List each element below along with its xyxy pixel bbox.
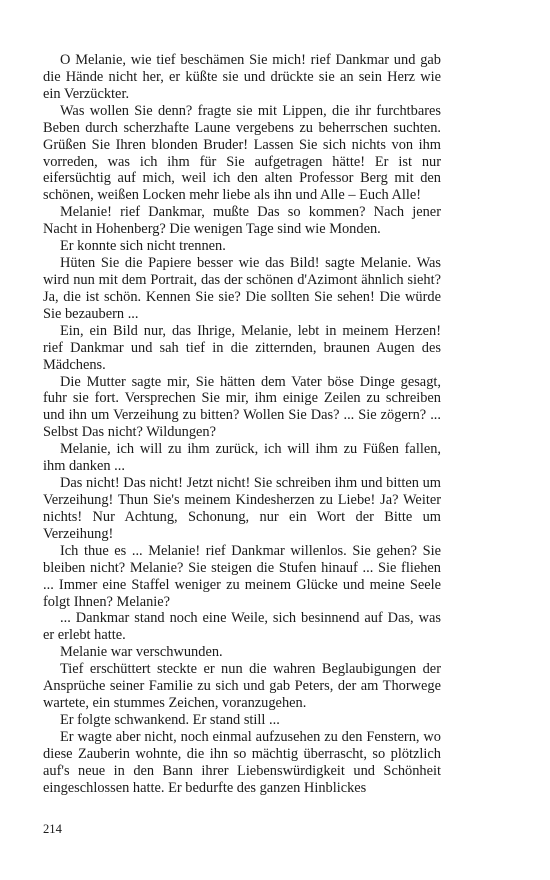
paragraph: Die Mutter sagte mir, Sie hätten dem Vater böse Dinge gesagt, fuhr sie fort. Versprechen Sie mir, ihm einige Zeilen zu schreiben und ihn um Verzeihung zu bitten? Wollen Sie Das? ... Sie zögern? ... Selbst Das nicht? Wildungen? — [43, 373, 441, 441]
paragraph: Er konnte sich nicht trennen. — [60, 238, 226, 255]
paragraph: ... Dankmar stand noch eine Weile, sich besinnend auf Das, was er erlebt hatte. — [43, 610, 441, 644]
paragraph: Was wollen Sie denn? fragte sie mit Lippen, die ihr furchtbares Beben durch scherzhafte Laune vergebens zu beherrschen suchten. Grüßen Sie Ihren blonden Bruder! Lassen Sie sich nichts von ihm vorreden, was ich ihm für Sie aufgetragen hätte! Er ist nur eifersüchtig auf mich, weil ich den alten Professor Berg mit den schönen, weißen Locken mehr liebe als ihn und Alle – Euch Alle! — [43, 102, 441, 204]
page-number: 214 — [43, 822, 62, 836]
paragraph: Das nicht! Das nicht! Jetzt nicht! Sie schreiben ihm und bitten um Verzeihung! Thun Sie's meinem Kindesherzen zu Liebe! Ja? Weiter nichts! Nur Achtung, Schonung, nur ein Wort der Bitte um Verzeihung! — [43, 475, 441, 542]
paragraph: Ich thue es ... Melanie! rief Dankmar willenlos. Sie gehen? Sie bleiben nicht? Melanie? Sie steigen die Stufen hinauf ... Sie fliehen ... Immer eine Staffel weniger zu meinem Glücke und meine Seele folgt Ihnen? Melanie? — [43, 542, 441, 610]
paragraph: Hüten Sie die Papiere besser wie das Bild! sagte Melanie. Was wird nun mit dem Portrait, das der schönen d'Azimont ähnlich sieht? Ja, die ist schön. Kennen Sie sie? Die sollten Sie sehen! Die würde Sie bezaubern ... — [43, 255, 441, 322]
paragraph: Tief erschüttert steckte er nun die wahren Beglaubigungen der Ansprüche seiner Familie zu sich und gab Peters, der am Thorwege wartete, ein stummes Zeichen, voranzugehen. — [43, 661, 441, 712]
paragraph: Melanie! rief Dankmar, mußte Das so kommen? Nach jener Nacht in Hohenberg? Die wenigen Tage sind wie Monden. — [43, 204, 441, 238]
paragraph: Melanie war verschwunden. — [60, 644, 223, 661]
paragraph: Er folgte schwankend. Er stand still ... — [60, 711, 280, 728]
paragraph: O Melanie, wie tief beschämen Sie mich! rief Dankmar und gab die Hände nicht her, er küßte sie und drückte sie an sein Herz wie ein Verzückter. — [43, 52, 441, 102]
paragraph: Er wagte aber nicht, noch einmal aufzusehen zu den Fenstern, wo diese Zauberin wohnte, die ihn so mächtig überrascht, so plötzlich auf's neue in den Bann ihrer Liebenswürdigkeit und Schönheit eingeschlossen hatte. Er bedurfte des ganzen Hinblickes — [43, 728, 441, 796]
paragraph: Melanie, ich will zu ihm zurück, ich will ihm zu Füßen fallen, ihm danken ... — [43, 441, 441, 475]
page-body — [43, 52, 441, 797]
paragraph: Ein, ein Bild nur, das Ihrige, Melanie, lebt in meinem Herzen! rief Dankmar und sah tief in die zitternden, braunen Augen des Mädchens. — [43, 322, 441, 373]
